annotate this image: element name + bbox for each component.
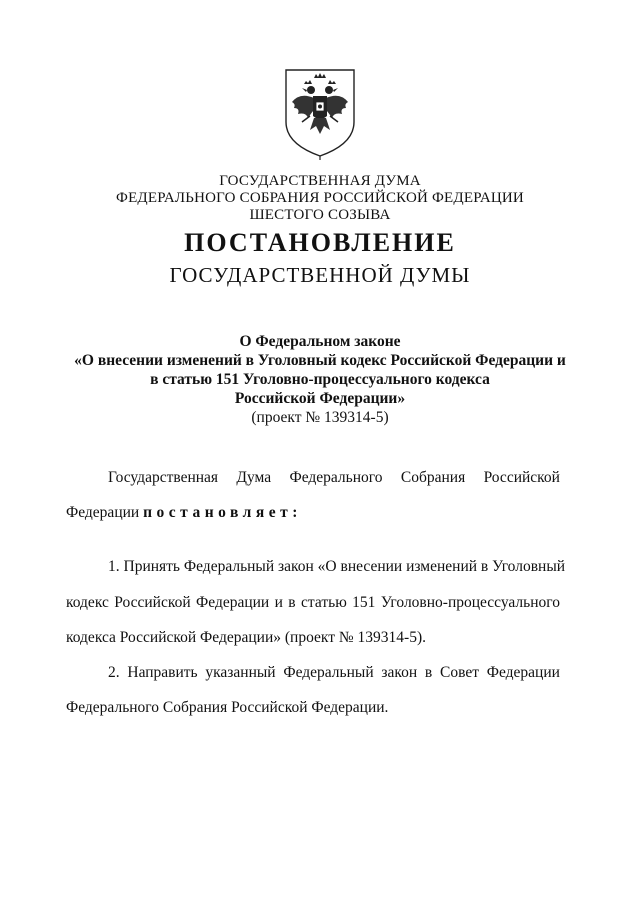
document-title: ПОСТАНОВЛЕНИЕ — [184, 228, 456, 257]
item-2-word: указанный — [205, 664, 276, 681]
project-number: (проект № 139314-5) — [251, 409, 389, 426]
preamble-word: Российской — [483, 469, 560, 486]
preamble-line-2 — [66, 503, 302, 523]
header-line-assembly: ФЕДЕРАЛЬНОГО СОБРАНИЯ РОССИЙСКОЙ ФЕДЕРАЦИИ — [116, 190, 524, 206]
subject-line: «О внесении изменений в Уголовный кодекс Российской Федерации и — [74, 352, 566, 369]
document-subject — [0, 332, 640, 427]
item-2-line-1 — [108, 663, 560, 683]
preamble-word: Государственная — [108, 469, 219, 486]
item-2-line-2: Федерального Собрания Российской Федерации. — [66, 699, 389, 716]
preamble-word: Федерального — [289, 469, 383, 486]
item-2-word: Федеральный — [283, 664, 374, 681]
item-1-line-2: кодекс Российской Федерации и в статью 151 Уголовно-процессуального — [66, 594, 560, 611]
preamble-line-1 — [108, 468, 560, 488]
subject-line: О Федеральном законе — [239, 333, 401, 350]
item-1-line-1: 1. Принять Федеральный закон «О внесении изменений в Уголовный — [108, 558, 566, 575]
header-line-convocation: ШЕСТОГО СОЗЫВА — [249, 207, 391, 223]
subject-line: Российской Федерации» — [234, 390, 406, 407]
coat-of-arms-icon — [280, 64, 360, 160]
item-2-word: Направить — [127, 664, 198, 681]
preamble-word: Собрания — [400, 469, 466, 486]
item-2-word: 2. — [108, 664, 120, 681]
preamble-start: Федерации — [66, 504, 140, 521]
item-2-word: закон — [381, 664, 418, 681]
preamble-word: Дума — [236, 469, 272, 486]
resolves-word: постановляет: — [143, 504, 302, 521]
item-1-line-3: кодекса Российской Федерации» (проект № 139314-5). — [66, 629, 426, 646]
item-2-word: Совет — [440, 664, 479, 681]
header-line-duma: ГОСУДАРСТВЕННАЯ ДУМА — [219, 173, 421, 189]
document-subtitle: ГОСУДАРСТВЕННОЙ ДУМЫ — [169, 263, 471, 287]
header — [0, 173, 640, 224]
subject-line: в статью 151 Уголовно-процессуального кодекса — [150, 371, 490, 388]
item-2-word: Федерации — [486, 664, 560, 681]
item-2-word: в — [424, 664, 433, 681]
